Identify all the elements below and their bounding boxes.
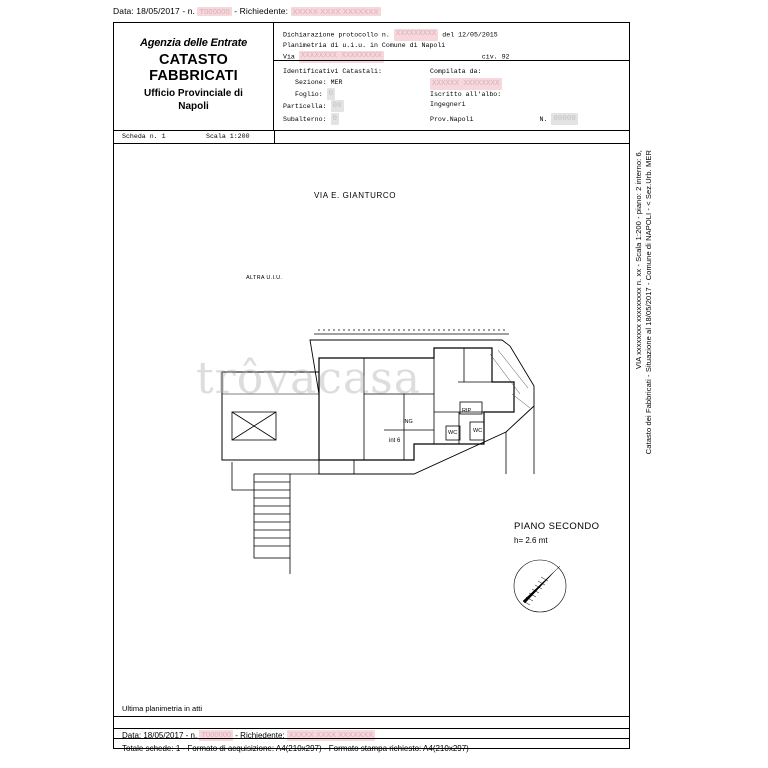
footer-n-label: - n.: [185, 731, 198, 740]
scheda-bar: [114, 131, 629, 144]
particella-label: Particella:: [283, 103, 327, 111]
sezione-label: Sezione:: [295, 78, 327, 86]
floorplan-canvas: [114, 144, 629, 718]
identificativi-catastali-block: [283, 67, 382, 125]
document-footer: [114, 716, 629, 753]
piano-height: h= 2.6 mt: [514, 536, 548, 545]
subalterno-label: Subalterno:: [283, 115, 327, 123]
document-header: [114, 23, 629, 131]
identificativi-title: Identificativi Catastali:: [283, 68, 382, 75]
footer-n-value: T000000: [201, 730, 232, 740]
street-name-label: VIA E. GIANTURCO: [314, 191, 397, 200]
scheda-divider: [274, 131, 275, 143]
office-line-1: Ufficio Provinciale di: [144, 88, 243, 99]
foglio-label: Foglio:: [295, 90, 323, 98]
civ-value: 92: [501, 53, 510, 61]
room-label-rip: RIP: [462, 408, 472, 414]
dichiarazione-label: Dichiarazione protocollo n.: [283, 31, 390, 39]
dichiarazione-del-value: 12/05/2015: [458, 31, 498, 39]
compilata-block: [430, 67, 578, 125]
side-legend: [632, 150, 656, 710]
footer-totale-line: Totale schede: 1 - Formato di acquisizione: A4(210x297) - Formato stampa richiesto: A4(210x297): [122, 743, 469, 753]
top-meta-line: [113, 6, 381, 16]
compilata-value: XXXXXX XXXXXXXX: [432, 79, 500, 88]
piano-title: PIANO SECONDO: [514, 521, 600, 532]
compilata-label: Compilata da:: [430, 68, 482, 75]
foglio-value: 0: [328, 90, 334, 99]
side-legend-line-1: Catasto dei Fabbricati - Situazione al 18/05/2017 - Comune di NAPOLI - < Sez.Urb. MER: [644, 150, 653, 455]
scheda-scale: Scala 1:200: [206, 133, 250, 140]
prov-label: Prov.Napoli: [430, 115, 474, 123]
subalterno-value: 0: [332, 114, 338, 123]
dichiarazione-del-label: del: [442, 31, 455, 39]
compass-rose: [514, 560, 566, 612]
footer-divider-2: [114, 738, 629, 739]
top-richiedente-label: - Richiedente:: [234, 6, 289, 16]
top-richiedente-value: XXXXX XXXX XXXXXXX: [292, 7, 379, 17]
catasto-title: CATASTO FABBRICATI: [149, 52, 238, 84]
altra-uiu-label: ALTRA U.I.U.: [246, 275, 283, 281]
footer-divider-1: [114, 728, 629, 729]
top-date-label: Data:: [113, 6, 134, 16]
top-date-value: 18/05/2017: [136, 6, 180, 16]
agency-block: [114, 23, 274, 130]
room-label-wc-1: WC: [448, 430, 458, 436]
watermark-text: trôvacasa: [196, 353, 421, 404]
room-label-int6: int 6: [389, 438, 401, 444]
prov-n-label: N.: [539, 115, 548, 123]
floorplan-drawing: [114, 144, 629, 718]
iscritto-value: Ingegneri: [430, 101, 466, 109]
iscritto-label: Iscritto all'albo:: [430, 90, 502, 98]
dichiarazione-row: [283, 29, 623, 41]
ultima-planimetria-label: Ultima planimetria in atti: [122, 704, 203, 713]
room-label-ing: ING: [403, 419, 413, 425]
via-value: XXXXXXXX XXXXXXXXX: [299, 51, 384, 63]
top-n-label: - n.: [182, 6, 195, 16]
via-label: Via: [283, 53, 295, 61]
header-divider: [274, 60, 629, 61]
room-label-wc-2: WC: [473, 428, 483, 434]
footer-richiedente-label: - Richiedente:: [235, 731, 285, 740]
planimetria-document: [113, 22, 630, 753]
footer-date-label: Data:: [122, 731, 142, 740]
top-n-value: T000000: [199, 7, 230, 17]
scheda-number: Scheda n. 1: [122, 133, 166, 140]
agency-name: Agenzia delle Entrate: [139, 37, 248, 49]
civ-label: civ.: [481, 53, 498, 61]
sezione-value: MER: [330, 78, 343, 86]
planimetria-row: Planimetria di u.i.u. in Comune di Napoli: [283, 41, 446, 49]
office-line-2: Napoli: [178, 100, 209, 112]
side-legend-line-2: VIA xxxxxxxx xxxxxxxxx n. xx - Scala 1:200 - piano: 2 interno: 6,: [634, 150, 643, 370]
footer-date-value: 18/05/2017: [143, 731, 184, 740]
footer-meta-line: [122, 730, 623, 742]
footer-richiedente-value: XXXXX XXXX XXXXXXX: [288, 730, 374, 740]
prov-n-value: 00000: [553, 114, 576, 123]
via-row: [283, 51, 623, 63]
particella-value: 00: [332, 102, 342, 111]
dichiarazione-value: XXXXXXXXX: [394, 29, 439, 41]
